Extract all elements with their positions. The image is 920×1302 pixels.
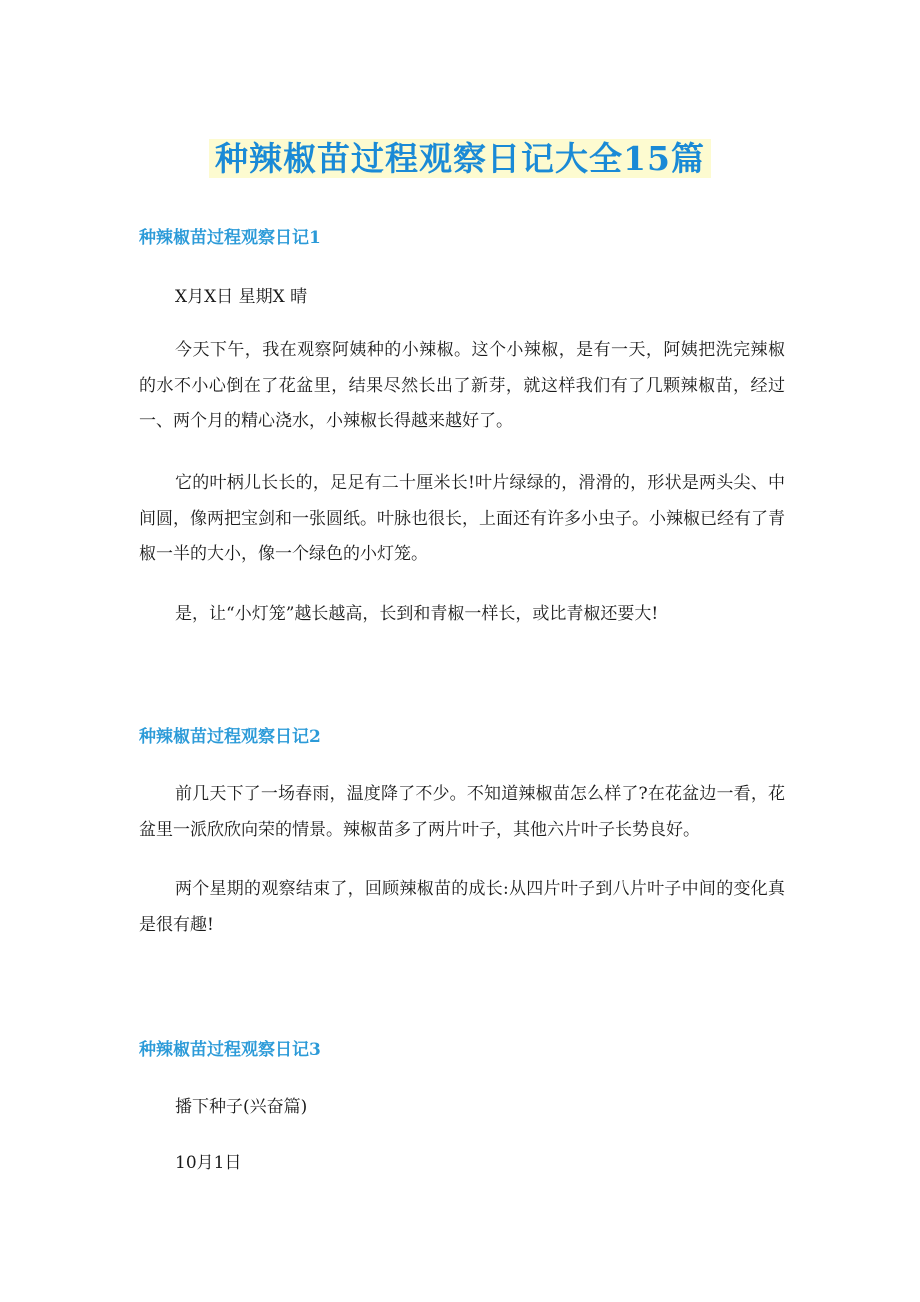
- paragraph: 是，让“小灯笼”越长越高，长到和青椒一样长，或比青椒还要大!: [175, 604, 659, 624]
- paragraph-subtitle-3: 播下种子(兴奋篇): [175, 1097, 308, 1117]
- paragraph-date-1: X月X日 星期X 晴: [175, 287, 308, 307]
- document-title-text: 种辣椒苗过程观察日记大全15篇: [209, 139, 711, 178]
- section-heading-2: 种辣椒苗过程观察日记2: [139, 727, 321, 747]
- paragraph: 前几天下了一场春雨，温度降了不少。不知道辣椒苗怎么样了?在花盆边一看，花盆里一派欣欣向荣的情景。辣椒苗多了两片叶子，其他六片叶子长势良好。: [139, 784, 785, 840]
- paragraph: 今天下午，我在观察阿姨种的小辣椒。这个小辣椒，是有一天，阿姨把洗完辣椒的水不小心倒在了花盆里，结果尽然长出了新芽，就这样我们有了几颗辣椒苗，经过一、两个月的精心浇水，小辣椒长得越来越好了。: [139, 340, 785, 431]
- section-heading-3: 种辣椒苗过程观察日记3: [139, 1040, 321, 1060]
- section-heading-1: 种辣椒苗过程观察日记1: [139, 228, 321, 248]
- paragraph: 它的叶柄儿长长的，足足有二十厘米长!叶片绿绿的，滑滑的，形状是两头尖、中间圆，像两把宝剑和一张圆纸。叶脉也很长，上面还有许多小虫子。小辣椒已经有了青椒一半的大小，像一个绿色的小灯笼。: [139, 473, 785, 564]
- paragraph-date-3: 10月1日: [175, 1153, 242, 1173]
- paragraph: 两个星期的观察结束了，回顾辣椒苗的成长:从四片叶子到八片叶子中间的变化真是很有趣!: [139, 879, 785, 935]
- document-title: [0, 136, 920, 182]
